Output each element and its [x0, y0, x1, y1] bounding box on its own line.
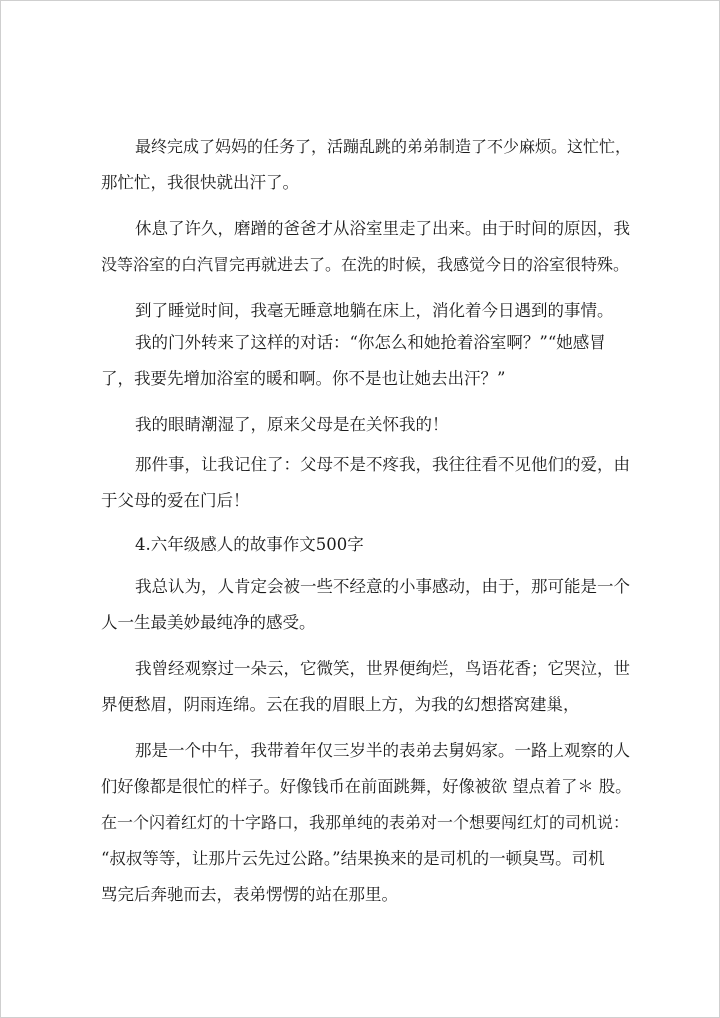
text-line: 4.六年级感人的故事作文500字 [135, 535, 364, 554]
text-line: 那忙忙，我很快就出汗了。 [101, 173, 299, 192]
text-line: 最终完成了妈妈的任务了，活蹦乱跳的弟弟制造了不少麻烦。这忙忙， [135, 137, 632, 156]
text-line: 人一生最美妙最纯净的感受。 [101, 613, 316, 632]
text-line: 我曾经观察过一朵云，它微笑，世界便绚烂，鸟语花香；它哭泣，世 [135, 659, 630, 678]
paragraph [101, 407, 636, 443]
paragraph [101, 293, 636, 329]
text-line: 于父母的爱在门后！ [101, 491, 250, 510]
text-line: 我的门外转来了这样的对话：“你怎么和她抢着浴室啊？”“她感冒 [135, 333, 606, 352]
text-line: 界便愁眉，阴雨连绵。云在我的眉眼上方，为我的幻想搭窝建巢， [101, 695, 580, 714]
paragraph [101, 447, 636, 519]
text-line: “叔叔等等，让那片云先过公路。”结果换来的是司机的一顿臭骂。司机 [101, 849, 605, 868]
text-line: 那是一个中午，我带着年仅三岁半的表弟去舅妈家。一路上观察的人 [135, 741, 630, 760]
paragraph [101, 211, 636, 283]
paragraph [101, 651, 636, 723]
paragraph [101, 733, 636, 913]
text-line: 们好像都是很忙的样子。好像钱币在前面跳舞，好像被欲 望点着了＊ 股。 [101, 777, 632, 796]
text-line: 那件事，让我记住了：父母不是不疼我，我往往看不见他们的爱，由 [135, 455, 630, 474]
text-line: 到了睡觉时间，我毫无睡意地躺在床上，消化着今日遇到的事情。 [135, 301, 614, 320]
text-line: 我的眼睛潮湿了，原来父母是在关怀我的！ [135, 415, 449, 434]
text-line: 我总认为，人肯定会被一些不经意的小事感动，由于，那可能是一个 [135, 577, 630, 596]
text-line: 在一个闪着红灯的十字路口，我那单纯的表弟对一个想要闯红灯的司机说： [101, 813, 630, 832]
paragraph [101, 325, 636, 397]
paragraph [101, 129, 636, 201]
section-heading [101, 527, 636, 563]
text-line: 没等浴室的白汽冒完再就进去了。在洗的时候，我感觉今日的浴室很特殊。 [101, 255, 630, 274]
text-line: 骂完后奔驰而去，表弟愣愣的站在那里。 [101, 885, 398, 904]
text-line: 了，我要先增加浴室的暖和啊。你不是也让她去出汗？” [101, 369, 506, 388]
paragraph [101, 569, 636, 641]
text-line: 休息了许久，磨蹭的爸爸才从浴室里走了出来。由于时间的原因，我 [135, 219, 630, 238]
